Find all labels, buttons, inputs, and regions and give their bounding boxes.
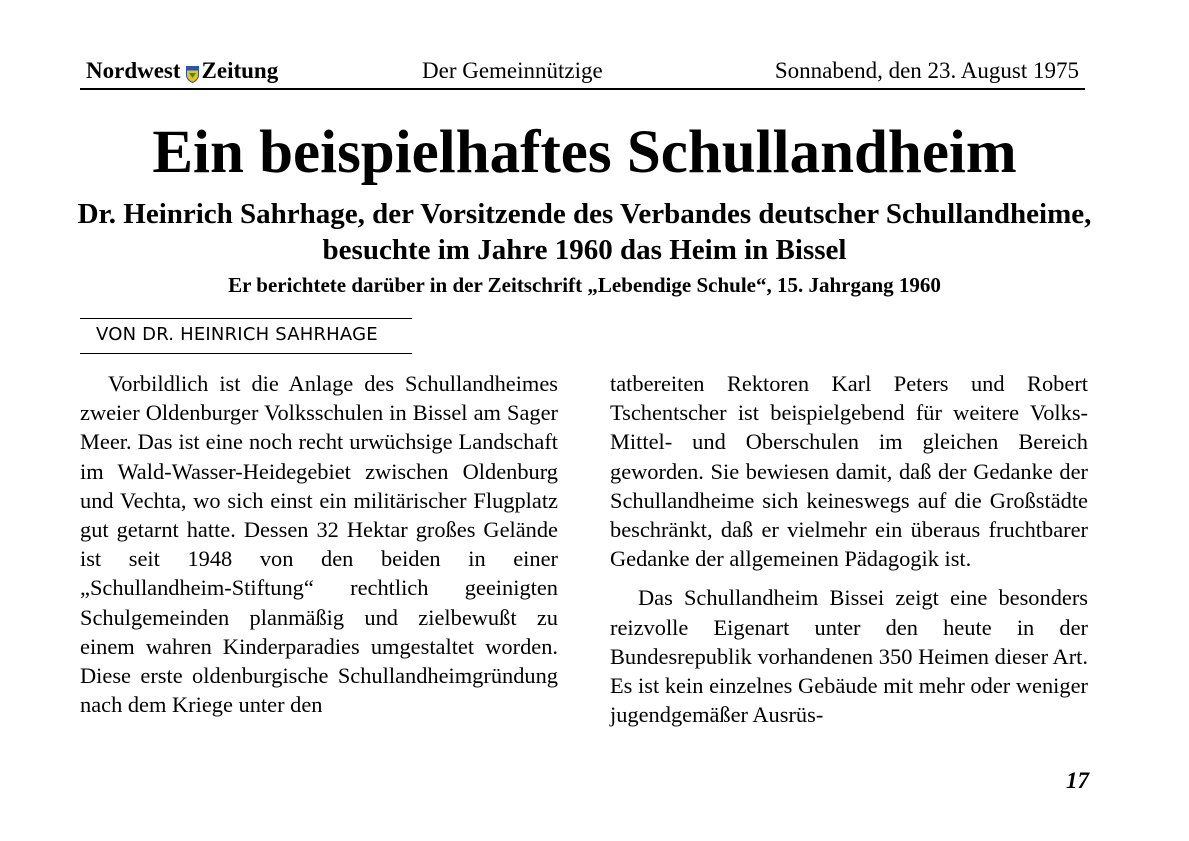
article-column-right	[610, 369, 1088, 729]
paragraph: Das Schullandheim Bissei zeigt eine besonders reizvolle Eigenart unter den heute in der Bundesrepublik vorhandenen 350 Heimen dieser Art. Es ist kein einzelnes Gebäude mit mehr oder weniger jugendgemäßer Ausrüs-	[610, 585, 1088, 728]
newspaper-name-part1: Nordwest	[86, 58, 181, 83]
newspaper-name	[86, 58, 278, 84]
masthead	[80, 58, 1085, 90]
section-name: Der Gemeinnützige	[422, 58, 603, 83]
coat-of-arms-icon	[186, 63, 199, 80]
issue-date: Sonnabend, den 23. August 1975	[774, 58, 1079, 83]
byline: VON DR. HEINRICH SAHRHAGE	[96, 324, 378, 345]
article-source-note: Er berichtete darüber in der Zeitschrift „Lebendige Schule“, 15. Jahrgang 1960	[228, 273, 941, 297]
byline-box	[80, 318, 412, 354]
paragraph: Vorbildlich ist die Anlage des Schullandheimes zweier Oldenburger Volksschulen in Bissel am Sager Meer. Das ist eine noch recht urwüchsige Landschaft im Wald-Wasser-Heidegebiet zwischen Oldenburg und Vechta, wo sich einst ein militärischer Flugplatz gut getarnt hatte. Dessen 32 Hektar großes Gelände ist seit 1948 von den beiden in einer „Schullandheim-Stiftung“ rechtlich geeinigten Schulgemeinden planmäßig und zielbewußt zu einem wahren Kinderparadies umgestaltet worden. Diese erste oldenburgische Schullandheimgründung nach dem Kriege unter den	[80, 371, 558, 718]
article-subheadline: Dr. Heinrich Sahrhage, der Vorsitzende des Verbandes deutscher Schullandheime, besuchte im Jahre 1960 das Heim in Bissel	[77, 198, 1092, 266]
page-number: 17	[1066, 768, 1089, 793]
article-column-left	[80, 369, 558, 719]
paragraph: tatbereiten Rektoren Karl Peters und Robert Tschentscher ist beispielgebend für weitere Volks- Mittel- und Oberschulen im gleichen Bereich geworden. Sie bewiesen damit, daß der Gedanke der Schullandheime sich keineswegs auf die Großstädte beschränkt, daß er vielmehr ein überaus fruchtbarer Gedanke der allgemeinen Pädagogik ist.	[610, 371, 1088, 572]
article-headline: Ein beispielhaftes Schullandheim	[152, 119, 1017, 186]
newspaper-name-part2: Zeitung	[201, 58, 279, 83]
